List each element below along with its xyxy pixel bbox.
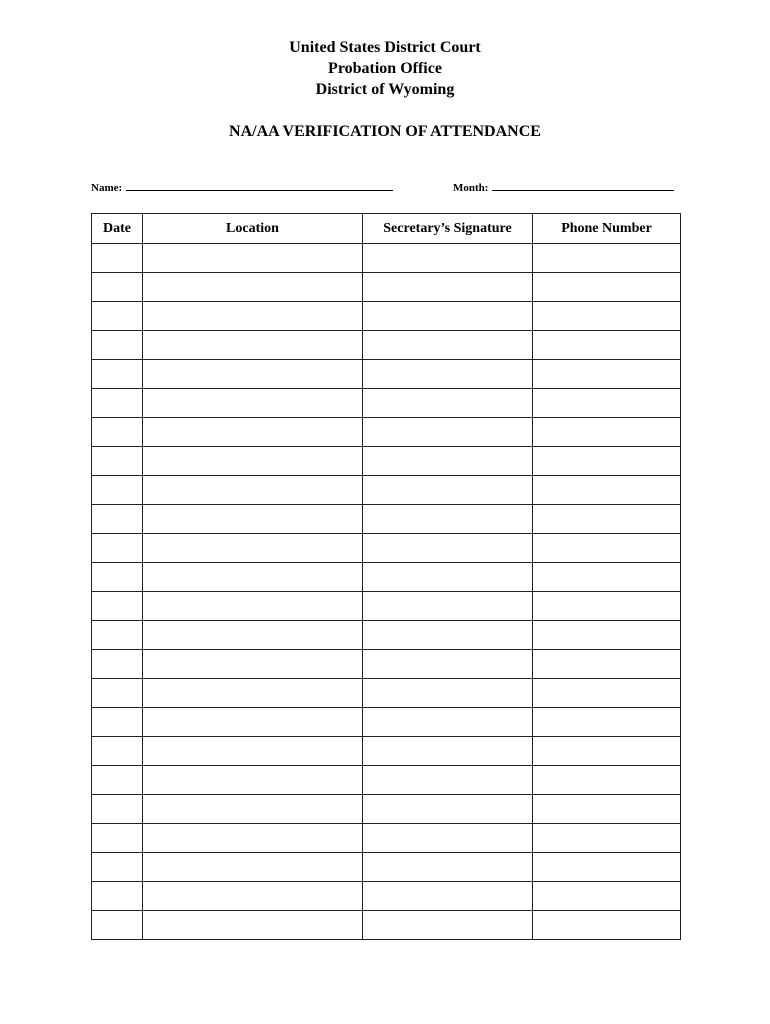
location-cell[interactable] bbox=[143, 331, 363, 360]
phone-cell[interactable] bbox=[533, 273, 681, 302]
location-cell[interactable] bbox=[143, 795, 363, 824]
date-cell[interactable] bbox=[92, 331, 143, 360]
signature-cell[interactable] bbox=[363, 592, 533, 621]
date-cell[interactable] bbox=[92, 679, 143, 708]
date-cell[interactable] bbox=[92, 853, 143, 882]
name-field[interactable] bbox=[91, 180, 393, 195]
date-cell[interactable] bbox=[92, 447, 143, 476]
location-cell[interactable] bbox=[143, 621, 363, 650]
district-name: District of Wyoming bbox=[315, 81, 455, 98]
phone-cell[interactable] bbox=[533, 534, 681, 563]
signature-cell[interactable] bbox=[363, 795, 533, 824]
signature-cell[interactable] bbox=[363, 447, 533, 476]
column-header-phone: Phone Number bbox=[533, 214, 681, 244]
date-cell[interactable] bbox=[92, 621, 143, 650]
date-cell[interactable] bbox=[92, 244, 143, 273]
table-row bbox=[92, 302, 681, 331]
date-cell[interactable] bbox=[92, 534, 143, 563]
table-row bbox=[92, 795, 681, 824]
court-header bbox=[0, 37, 770, 100]
date-cell[interactable] bbox=[92, 708, 143, 737]
phone-cell[interactable] bbox=[533, 389, 681, 418]
location-cell[interactable] bbox=[143, 766, 363, 795]
signature-cell[interactable] bbox=[363, 360, 533, 389]
table-body bbox=[92, 244, 681, 940]
table-row bbox=[92, 389, 681, 418]
phone-cell[interactable] bbox=[533, 795, 681, 824]
location-cell[interactable] bbox=[143, 447, 363, 476]
date-cell[interactable] bbox=[92, 737, 143, 766]
signature-cell[interactable] bbox=[363, 650, 533, 679]
table-row bbox=[92, 708, 681, 737]
signature-cell[interactable] bbox=[363, 505, 533, 534]
month-input-line[interactable] bbox=[492, 180, 674, 191]
table-row bbox=[92, 273, 681, 302]
phone-cell[interactable] bbox=[533, 505, 681, 534]
location-cell[interactable] bbox=[143, 418, 363, 447]
signature-cell[interactable] bbox=[363, 708, 533, 737]
table-row bbox=[92, 447, 681, 476]
form-title: NA/AA VERIFICATION OF ATTENDANCE bbox=[229, 123, 541, 140]
table-row bbox=[92, 853, 681, 882]
signature-cell[interactable] bbox=[363, 534, 533, 563]
location-cell[interactable] bbox=[143, 911, 363, 940]
table-row bbox=[92, 679, 681, 708]
signature-cell[interactable] bbox=[363, 882, 533, 911]
phone-cell[interactable] bbox=[533, 476, 681, 505]
signature-cell[interactable] bbox=[363, 418, 533, 447]
signature-cell[interactable] bbox=[363, 302, 533, 331]
signature-cell[interactable] bbox=[363, 476, 533, 505]
table-row bbox=[92, 563, 681, 592]
location-cell[interactable] bbox=[143, 302, 363, 331]
signature-cell[interactable] bbox=[363, 679, 533, 708]
signature-cell[interactable] bbox=[363, 824, 533, 853]
date-cell[interactable] bbox=[92, 766, 143, 795]
location-cell[interactable] bbox=[143, 360, 363, 389]
location-cell[interactable] bbox=[143, 882, 363, 911]
phone-cell[interactable] bbox=[533, 331, 681, 360]
table-row bbox=[92, 650, 681, 679]
location-cell[interactable] bbox=[143, 244, 363, 273]
table-row bbox=[92, 244, 681, 273]
table-row bbox=[92, 592, 681, 621]
table-row bbox=[92, 418, 681, 447]
date-cell[interactable] bbox=[92, 389, 143, 418]
phone-cell[interactable] bbox=[533, 650, 681, 679]
location-cell[interactable] bbox=[143, 650, 363, 679]
table-row bbox=[92, 911, 681, 940]
date-cell[interactable] bbox=[92, 476, 143, 505]
month-field[interactable] bbox=[453, 180, 674, 195]
location-cell[interactable] bbox=[143, 679, 363, 708]
date-cell[interactable] bbox=[92, 592, 143, 621]
name-input-line[interactable] bbox=[126, 180, 393, 191]
signature-cell[interactable] bbox=[363, 737, 533, 766]
signature-cell[interactable] bbox=[363, 853, 533, 882]
phone-cell[interactable] bbox=[533, 360, 681, 389]
date-cell[interactable] bbox=[92, 650, 143, 679]
phone-cell[interactable] bbox=[533, 302, 681, 331]
date-cell[interactable] bbox=[92, 824, 143, 853]
location-cell[interactable] bbox=[143, 563, 363, 592]
signature-cell[interactable] bbox=[363, 911, 533, 940]
location-cell[interactable] bbox=[143, 824, 363, 853]
table-row bbox=[92, 534, 681, 563]
date-cell[interactable] bbox=[92, 795, 143, 824]
phone-cell[interactable] bbox=[533, 447, 681, 476]
location-cell[interactable] bbox=[143, 534, 363, 563]
date-cell[interactable] bbox=[92, 882, 143, 911]
date-cell[interactable] bbox=[92, 360, 143, 389]
phone-cell[interactable] bbox=[533, 882, 681, 911]
phone-cell[interactable] bbox=[533, 737, 681, 766]
date-cell[interactable] bbox=[92, 911, 143, 940]
table-row bbox=[92, 824, 681, 853]
phone-cell[interactable] bbox=[533, 621, 681, 650]
phone-cell[interactable] bbox=[533, 418, 681, 447]
phone-cell[interactable] bbox=[533, 244, 681, 273]
signature-cell[interactable] bbox=[363, 563, 533, 592]
location-cell[interactable] bbox=[143, 389, 363, 418]
table-row bbox=[92, 766, 681, 795]
table-row bbox=[92, 476, 681, 505]
location-cell[interactable] bbox=[143, 273, 363, 302]
table-header-row bbox=[92, 214, 681, 244]
table-row bbox=[92, 621, 681, 650]
phone-cell[interactable] bbox=[533, 911, 681, 940]
column-header-location: Location bbox=[143, 214, 363, 244]
location-cell[interactable] bbox=[143, 737, 363, 766]
signature-cell[interactable] bbox=[363, 389, 533, 418]
phone-cell[interactable] bbox=[533, 592, 681, 621]
column-header-date: Date bbox=[92, 214, 143, 244]
signature-cell[interactable] bbox=[363, 244, 533, 273]
signature-cell[interactable] bbox=[363, 621, 533, 650]
phone-cell[interactable] bbox=[533, 679, 681, 708]
phone-cell[interactable] bbox=[533, 824, 681, 853]
name-label: Name: bbox=[91, 182, 123, 194]
month-label: Month: bbox=[453, 182, 489, 194]
location-cell[interactable] bbox=[143, 592, 363, 621]
date-cell[interactable] bbox=[92, 505, 143, 534]
court-name: United States District Court bbox=[289, 39, 481, 56]
table-row bbox=[92, 505, 681, 534]
table-row bbox=[92, 360, 681, 389]
location-cell[interactable] bbox=[143, 505, 363, 534]
office-name: Probation Office bbox=[328, 60, 442, 77]
date-cell[interactable] bbox=[92, 302, 143, 331]
location-cell[interactable] bbox=[143, 853, 363, 882]
phone-cell[interactable] bbox=[533, 853, 681, 882]
attendance-table bbox=[91, 213, 681, 940]
signature-cell[interactable] bbox=[363, 766, 533, 795]
column-header-signature: Secretary’s Signature bbox=[363, 214, 533, 244]
date-cell[interactable] bbox=[92, 563, 143, 592]
date-cell[interactable] bbox=[92, 418, 143, 447]
signature-cell[interactable] bbox=[363, 331, 533, 360]
phone-cell[interactable] bbox=[533, 708, 681, 737]
date-cell[interactable] bbox=[92, 273, 143, 302]
phone-cell[interactable] bbox=[533, 766, 681, 795]
table-row bbox=[92, 331, 681, 360]
location-cell[interactable] bbox=[143, 708, 363, 737]
location-cell[interactable] bbox=[143, 476, 363, 505]
phone-cell[interactable] bbox=[533, 563, 681, 592]
table-row bbox=[92, 882, 681, 911]
signature-cell[interactable] bbox=[363, 273, 533, 302]
table-row bbox=[92, 737, 681, 766]
